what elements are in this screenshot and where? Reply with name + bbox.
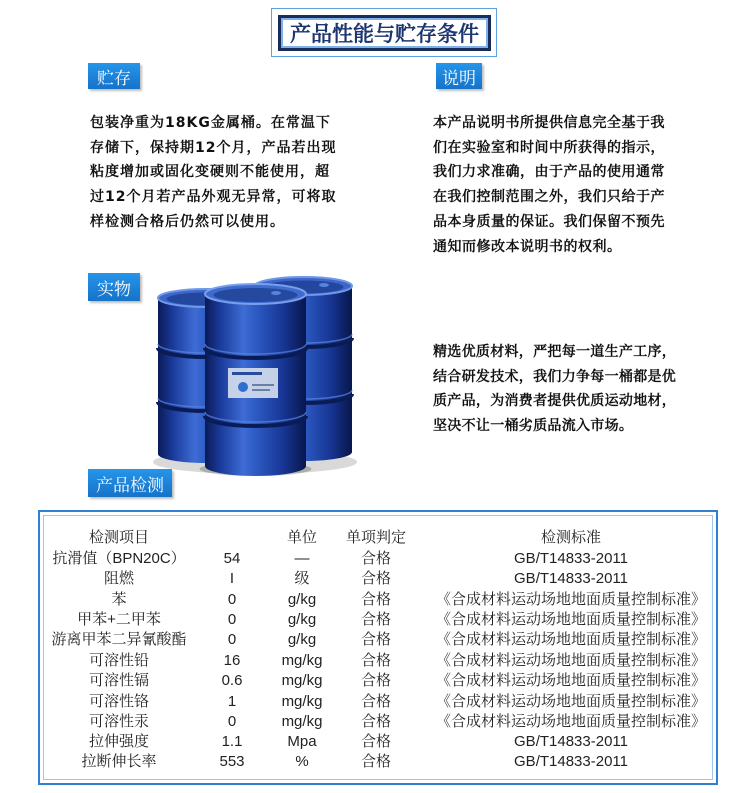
- test-item: 可溶性铅: [88, 652, 149, 669]
- page-title: 产品性能与贮存条件: [278, 15, 491, 51]
- test-judgement: 合格: [360, 550, 391, 567]
- storage-text: [90, 111, 336, 235]
- drum-bung: [319, 283, 329, 287]
- test-unit: %: [295, 753, 309, 770]
- table-row: [0, 630, 750, 650]
- test-value: 54: [223, 550, 241, 567]
- test-judgement: 合格: [360, 733, 391, 750]
- storage-label: 贮存: [88, 63, 140, 89]
- test-item: 可溶性镉: [88, 672, 149, 689]
- test-unit: mg/kg: [281, 713, 323, 730]
- test-standard: 《合成材料运动场地地面质量控制标准》: [435, 631, 706, 648]
- test-item: 游离甲苯二异氰酸酯: [51, 631, 187, 648]
- table-header: [0, 528, 750, 548]
- storage-line: 存储下，保持期12个月，产品若出现: [90, 139, 337, 156]
- test-value: 16: [223, 652, 241, 669]
- test-unit: Mpa: [287, 733, 317, 750]
- quality-line: 坚决不让一桶劣质品流入市场。: [433, 418, 634, 435]
- test-value: I: [229, 570, 235, 587]
- test-item: 抗滑值（BPN20C）: [52, 550, 186, 567]
- test-judgement: 合格: [360, 631, 391, 648]
- test-item: 可溶性汞: [88, 713, 149, 730]
- notice-line: 们在实验室和时间中所获得的指示，: [433, 139, 665, 156]
- quality-line: 结合研发技术，我们力争每一桶都是优: [433, 368, 677, 385]
- test-unit: mg/kg: [281, 652, 323, 669]
- drum-label-emblem: [238, 382, 248, 392]
- test-value: 0: [227, 631, 237, 648]
- notice-line: 通知而修改本说明书的权利。: [433, 238, 622, 255]
- product-drums-image: [148, 276, 363, 476]
- test-item: 可溶性铬: [88, 693, 149, 710]
- test-judgement: 合格: [360, 672, 391, 689]
- table-row: [0, 569, 750, 589]
- inspection-label: 产品检测: [88, 469, 172, 497]
- test-item: 拉断伸长率: [81, 753, 157, 770]
- notice-line: 本产品说明书所提供信息完全基于我: [433, 115, 665, 131]
- header-unit: 单位: [286, 529, 317, 546]
- table-row: [0, 651, 750, 671]
- test-judgement: 合格: [360, 753, 391, 770]
- test-judgement: 合格: [360, 591, 391, 608]
- test-value: 1: [227, 693, 237, 710]
- storage-line: 粘度增加或固化变硬则不能使用，超: [90, 164, 330, 181]
- drum-label-stripe: [252, 389, 270, 391]
- test-unit: 级: [294, 570, 310, 587]
- test-judgement: 合格: [360, 652, 391, 669]
- notice-line: 在我们控制范围之外，我们只给于产: [433, 189, 665, 206]
- test-item: 阻燃: [103, 570, 134, 587]
- drum-lid: [214, 288, 298, 302]
- table-row: [0, 712, 750, 732]
- notice-line: 我们力求准确，由于产品的使用通常: [433, 164, 665, 181]
- test-unit: mg/kg: [281, 693, 323, 710]
- drum-bottom: [205, 456, 306, 476]
- header-judgement: 单项判定: [345, 529, 406, 546]
- storage-line: 过12个月若产品外观无异常，可将取: [90, 189, 337, 206]
- drum-bung: [271, 291, 281, 295]
- test-standard: 《合成材料运动场地地面质量控制标准》: [435, 591, 706, 608]
- storage-line: 样检测合格后仍然可以使用。: [90, 213, 285, 230]
- drum-label-stripe: [252, 384, 274, 386]
- test-value: 1.1: [221, 733, 243, 750]
- test-judgement: 合格: [360, 693, 391, 710]
- test-judgement: 合格: [360, 570, 391, 587]
- test-unit: g/kg: [287, 611, 317, 628]
- test-standard: 《合成材料运动场地地面质量控制标准》: [435, 652, 706, 669]
- test-value: 553: [219, 753, 245, 770]
- test-standard: 《合成材料运动场地地面质量控制标准》: [435, 611, 706, 628]
- quality-line: 精选优质材料，严把每一道生产工序，: [433, 344, 677, 360]
- table-row: [0, 732, 750, 752]
- table-row: [0, 671, 750, 691]
- test-unit: g/kg: [287, 591, 317, 608]
- drum-label-stripe: [232, 372, 262, 375]
- storage-line: 包装净重为18KG金属桶。在常温下: [90, 115, 331, 131]
- test-standard: GB/T14833-2011: [514, 570, 628, 587]
- test-value: 0: [227, 591, 237, 608]
- test-unit: —: [294, 550, 310, 567]
- test-value: 0: [227, 611, 237, 628]
- test-standard: GB/T14833-2011: [514, 550, 628, 567]
- test-standard: GB/T14833-2011: [514, 753, 628, 770]
- quality-line: 质产品，为消费者提供优质运动地材，: [433, 393, 677, 410]
- table-row: [0, 610, 750, 630]
- test-judgement: 合格: [360, 713, 391, 730]
- test-item: 甲苯+二甲苯: [77, 611, 161, 628]
- notice-text: [433, 111, 665, 259]
- test-standard: 《合成材料运动场地地面质量控制标准》: [435, 672, 706, 689]
- table-row: [0, 752, 750, 772]
- drum-front: [200, 284, 312, 476]
- table-row: [0, 590, 750, 610]
- test-unit: g/kg: [287, 631, 317, 648]
- test-value: 0.6: [221, 672, 243, 689]
- header-item: 检测项目: [88, 529, 149, 546]
- test-value: 0: [227, 713, 237, 730]
- test-judgement: 合格: [360, 611, 391, 628]
- test-standard: 《合成材料运动场地地面质量控制标准》: [435, 693, 706, 710]
- test-unit: mg/kg: [281, 672, 323, 689]
- test-item: 苯: [111, 591, 127, 608]
- header-standard: 检测标准: [540, 529, 601, 546]
- test-item: 拉伸强度: [88, 733, 149, 750]
- notice-line: 品本身质量的保证。我们保留不预先: [433, 213, 665, 230]
- test-standard: 《合成材料运动场地地面质量控制标准》: [435, 713, 706, 730]
- test-standard: GB/T14833-2011: [514, 733, 628, 750]
- table-row: [0, 549, 750, 569]
- product-label: 实物: [88, 273, 140, 301]
- quality-text: [433, 340, 676, 439]
- notice-label: 说明: [436, 63, 482, 89]
- table-row: [0, 692, 750, 712]
